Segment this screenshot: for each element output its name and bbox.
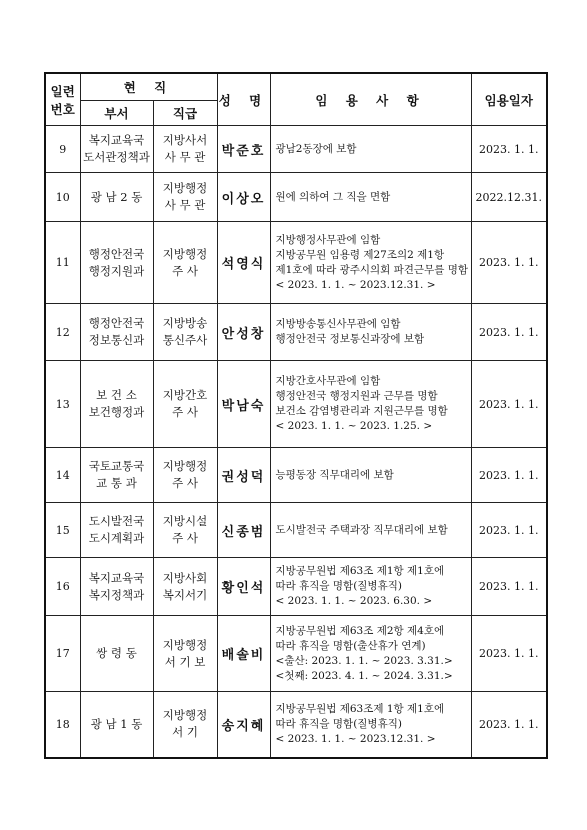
department-line: 보건행정과 xyxy=(88,405,145,419)
table-row xyxy=(45,692,547,758)
serial-number-cell: 17 xyxy=(45,616,80,692)
department-line: 도서관정책과 xyxy=(83,150,150,164)
department-cell xyxy=(80,222,153,304)
department-line: 복지교육국 xyxy=(88,570,145,585)
detail-line: < 2023. 1. 1. ~ 2023. 6.30. > xyxy=(275,595,433,607)
serial-number-cell: 12 xyxy=(45,304,80,361)
grade-cell xyxy=(153,448,217,503)
person-name-cell: 배솔비 xyxy=(217,616,270,692)
department-cell xyxy=(80,558,153,616)
header-appointment-date: 임용일자 xyxy=(471,73,547,126)
serial-number-cell: 14 xyxy=(45,448,80,503)
department-cell xyxy=(80,503,153,558)
department-line: 보 건 소 xyxy=(96,388,137,402)
header-current-position: 현 직 xyxy=(80,73,217,101)
serial-number-cell: 10 xyxy=(45,173,80,222)
grade-line: 서 기 보 xyxy=(164,654,206,669)
appointment-detail-cell xyxy=(270,558,471,616)
detail-line: < 2023. 1. 1. ~ 2023. 1.25. > xyxy=(275,420,433,432)
grade-cell xyxy=(153,222,217,304)
table-row xyxy=(45,304,547,361)
appointment-date-cell: 2023. 1. 1. xyxy=(471,692,547,758)
table-row xyxy=(45,361,547,448)
appointment-date-cell: 2023. 1. 1. xyxy=(471,448,547,503)
appointment-detail-cell xyxy=(270,448,471,503)
detail-line: 보건소 감염병관리과 지원근무를 명함 xyxy=(275,405,448,417)
grade-line: 지방행정 xyxy=(162,246,208,261)
grade-line: 복지서기 xyxy=(162,587,208,602)
detail-line: 따라 휴직을 명함(출산휴가 연계) xyxy=(275,639,426,652)
appointment-date-cell: 2022.12.31. xyxy=(471,173,547,222)
detail-line: 지방공무원법 제63조제 1항 제1호에 xyxy=(275,702,445,715)
appointment-date-cell: 2023. 1. 1. xyxy=(471,616,547,692)
department-line: 도시발전국 xyxy=(88,514,145,528)
detail-line: < 2023. 1. 1. ~ 2023.12.31. > xyxy=(275,278,436,291)
table-row xyxy=(45,173,547,222)
serial-number-cell: 13 xyxy=(45,361,80,448)
detail-line: 제1호에 따라 광주시의회 파견근무를 명함 xyxy=(275,263,468,276)
table-row xyxy=(45,448,547,503)
grade-line: 지방행정 xyxy=(162,459,208,473)
appointment-date-cell: 2023. 1. 1. xyxy=(471,558,547,616)
department-line: 복지정책과 xyxy=(88,587,145,602)
detail-line: 지방방송통신사무관에 임함 xyxy=(275,318,401,330)
department-line: 행정지원과 xyxy=(88,263,145,278)
grade-line: 통신주사 xyxy=(162,333,208,347)
detail-line: 지방행정사무관에 임함 xyxy=(275,233,381,246)
appointment-detail-cell xyxy=(270,126,471,173)
grade-cell xyxy=(153,503,217,558)
header-name: 성 명 xyxy=(217,73,270,126)
person-name-cell: 안성창 xyxy=(217,304,270,361)
header-grade: 직급 xyxy=(153,101,217,126)
appointment-detail-cell xyxy=(270,222,471,304)
serial-number-cell: 9 xyxy=(45,126,80,173)
detail-line: 따라 휴직을 명함(질병휴직) xyxy=(275,580,402,592)
person-name-cell: 신종범 xyxy=(217,503,270,558)
department-cell xyxy=(80,448,153,503)
person-name-cell: 석영식 xyxy=(217,222,270,304)
grade-cell xyxy=(153,361,217,448)
detail-line: 지방공무원법 제63조 제2항 제4호에 xyxy=(275,624,445,637)
appointment-date-cell: 2023. 1. 1. xyxy=(471,126,547,173)
header-serial-line-1: 일련 xyxy=(50,83,75,99)
appointment-detail-cell xyxy=(270,503,471,558)
grade-line: 주 사 xyxy=(172,531,198,545)
detail-line: <출산: 2023. 1. 1. ~ 2023. 3.31.> xyxy=(275,654,453,667)
department-line: 쌍 령 동 xyxy=(96,646,137,660)
appointment-detail-cell xyxy=(270,692,471,758)
department-line: 행정안전국 xyxy=(88,316,145,330)
person-name-cell: 권성덕 xyxy=(217,448,270,503)
department-line: 국토교통국 xyxy=(88,459,145,473)
grade-line: 주 사 xyxy=(172,263,198,278)
detail-line: 행정안전국 행정지원과 근무를 명함 xyxy=(275,390,438,402)
department-cell xyxy=(80,616,153,692)
department-line: 광 남 2 동 xyxy=(90,189,143,204)
department-line: 교 통 과 xyxy=(96,476,137,490)
grade-cell xyxy=(153,126,217,173)
serial-number-cell: 15 xyxy=(45,503,80,558)
appointment-detail-cell xyxy=(270,361,471,448)
header-department: 부서 xyxy=(80,101,153,126)
department-line: 광 남 1 동 xyxy=(90,716,143,731)
person-name-cell: 박준호 xyxy=(217,126,270,173)
table-row xyxy=(45,558,547,616)
appointment-detail-cell xyxy=(270,616,471,692)
detail-line: 지방공무원 임용령 제27조의2 제1항 xyxy=(275,248,445,261)
grade-cell xyxy=(153,304,217,361)
grade-line: 지방사서 xyxy=(162,133,208,147)
grade-line: 지방행정 xyxy=(162,708,208,723)
detail-line: 지방간호사무관에 임함 xyxy=(275,375,381,387)
grade-cell xyxy=(153,173,217,222)
detail-line: 원에 의하여 그 직을 면함 xyxy=(275,190,391,203)
grade-line: 주 사 xyxy=(172,405,198,419)
detail-line: 광남2동장에 보함 xyxy=(275,142,357,155)
appointment-detail-cell xyxy=(270,173,471,222)
grade-line: 지방행정 xyxy=(162,637,208,652)
department-cell xyxy=(80,304,153,361)
department-cell xyxy=(80,173,153,222)
person-name-cell: 황인석 xyxy=(217,558,270,616)
table-row xyxy=(45,616,547,692)
appointment-date-cell: 2023. 1. 1. xyxy=(471,304,547,361)
grade-cell xyxy=(153,558,217,616)
grade-line: 지방사회 xyxy=(162,570,208,585)
department-cell xyxy=(80,126,153,173)
department-line: 도시계획과 xyxy=(88,531,145,545)
header-serial-line-2: 번호 xyxy=(50,101,75,117)
grade-line: 지방방송 xyxy=(162,316,208,330)
person-name-cell: 송지혜 xyxy=(217,692,270,758)
grade-line: 서 기 xyxy=(172,725,198,740)
grade-line: 주 사 xyxy=(172,476,198,490)
department-line: 행정안전국 xyxy=(88,246,145,261)
appointment-table xyxy=(44,72,548,759)
person-name-cell: 이상오 xyxy=(217,173,270,222)
detail-line: 행정안전국 정보통신과장에 보함 xyxy=(275,333,425,345)
table-row xyxy=(45,222,547,304)
appointment-date-cell: 2023. 1. 1. xyxy=(471,222,547,304)
appointment-date-cell: 2023. 1. 1. xyxy=(471,503,547,558)
person-name-cell: 박남숙 xyxy=(217,361,270,448)
table-row xyxy=(45,126,547,173)
detail-line: <첫째: 2023. 4. 1. ~ 2024. 3.31.> xyxy=(275,669,453,682)
serial-number-cell: 11 xyxy=(45,222,80,304)
header-serial-number xyxy=(45,73,80,126)
grade-line: 지방간호 xyxy=(162,388,208,402)
grade-line: 사 무 관 xyxy=(164,198,206,212)
serial-number-cell: 18 xyxy=(45,692,80,758)
grade-cell xyxy=(153,692,217,758)
department-cell xyxy=(80,692,153,758)
grade-line: 지방시설 xyxy=(162,514,208,528)
appointment-date-cell: 2023. 1. 1. xyxy=(471,361,547,448)
department-line: 복지교육국 xyxy=(88,133,145,147)
department-cell xyxy=(80,361,153,448)
detail-line: < 2023. 1. 1. ~ 2023.12.31. > xyxy=(275,732,436,745)
serial-number-cell: 16 xyxy=(45,558,80,616)
detail-line: 능평동장 직무대리에 보함 xyxy=(275,468,394,481)
header-appointment-detail: 임 용 사 항 xyxy=(270,73,471,126)
grade-line: 사 무 관 xyxy=(164,150,206,164)
detail-line: 도시발전국 주택과장 직무대리에 보함 xyxy=(275,523,448,536)
grade-line: 지방행정 xyxy=(162,181,208,195)
table-row xyxy=(45,503,547,558)
detail-line: 지방공무원법 제63조 제1항 제1호에 xyxy=(275,565,445,577)
grade-cell xyxy=(153,616,217,692)
detail-line: 따라 휴직을 명함(질병휴직) xyxy=(275,717,402,730)
department-line: 정보통신과 xyxy=(88,333,145,347)
appointment-detail-cell xyxy=(270,304,471,361)
